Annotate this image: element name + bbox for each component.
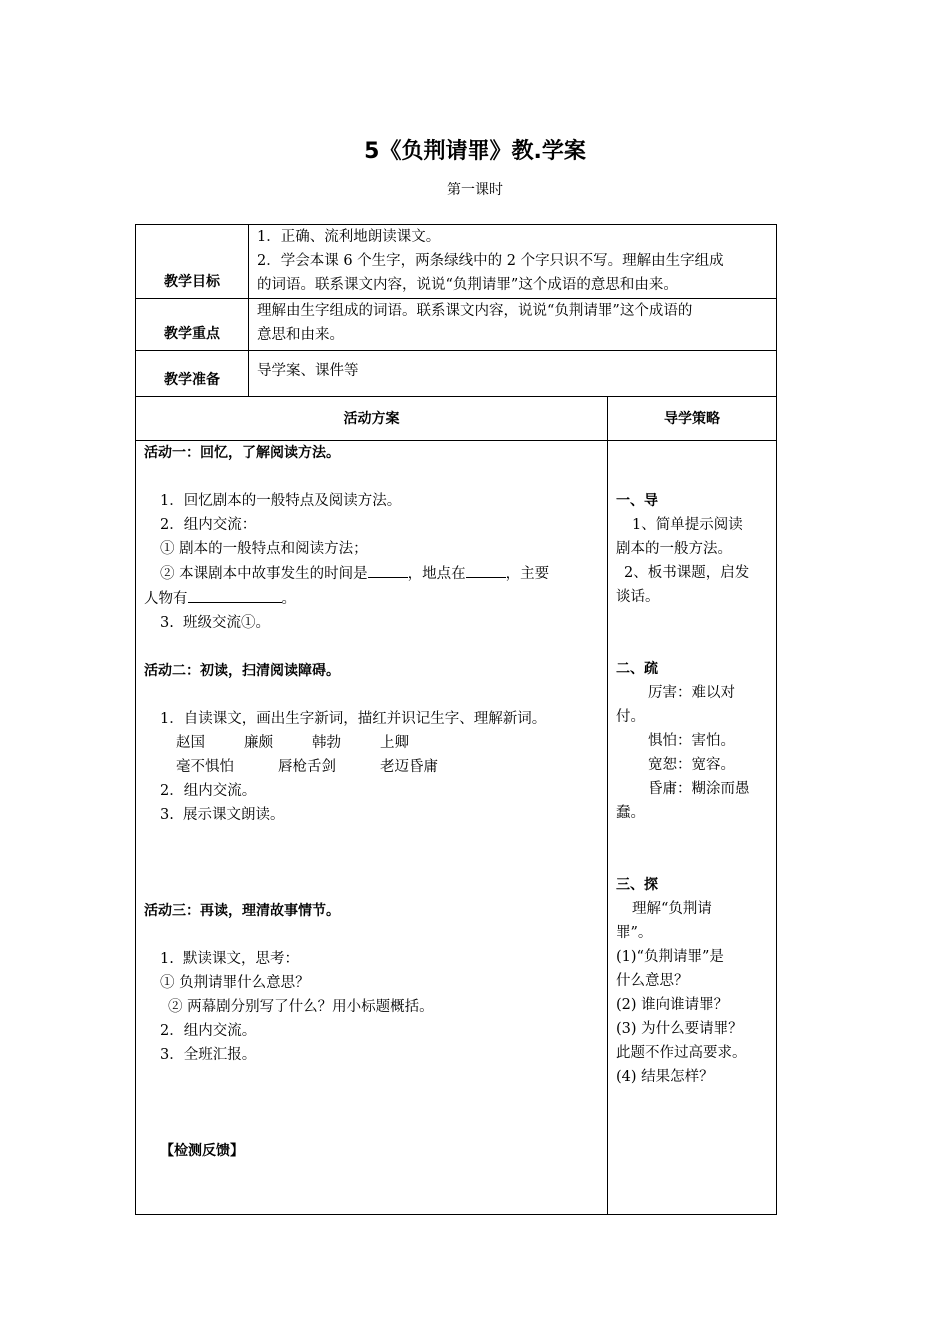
vocab-word: 毫不惧怕 [176,759,234,775]
strategy-line: (3) 为什么要请罪？ [616,1021,743,1037]
strategy-header: 导学策略 [608,397,777,441]
strategy-line: 厉害：难以对 [648,685,735,701]
strategy-line: 宽恕：宽容。 [648,757,735,773]
activity3-line: 3．全班汇报。 [160,1047,257,1063]
activity3-line: ① 负荆请罪什么意思？ [160,975,310,991]
strategy-section-title: 三、探 [616,877,658,893]
vocab-word: 老迈昏庸 [380,759,438,775]
goal-label: 教学目标 [136,225,249,299]
strategy-line: 惧怕：害怕。 [648,733,735,749]
activity1-line: 3. 班级交流①。 [160,615,271,631]
activity1-line: 1．回忆剧本的一般特点及阅读方法。 [160,493,402,509]
activity-row [136,441,777,1215]
focus-label: 教学重点 [136,299,249,351]
vocab-word: 上卿 [380,735,409,751]
goal-line: 的词语。联系课文内容，说说“负荆请罪”这个成语的意思和由来。 [257,277,678,293]
activity2-line: 3. 展示课文朗读。 [160,807,285,823]
header-row [136,397,777,441]
strategy-line: 此题不作过高要求。 [616,1045,747,1061]
plan-header: 活动方案 [136,397,608,441]
activity-plan-cell [136,441,608,1215]
blank-time [368,561,408,578]
goal-row [136,225,777,299]
lesson-table [135,224,777,1215]
focus-line: 理解由生字组成的词语。联系课文内容，说说“负荆请罪”这个成语的 [257,303,693,319]
strategy-section-title: 二、疏 [616,661,658,677]
vocab-word: 廉颇 [244,735,273,751]
prep-text: 导学案、课件等 [257,363,359,379]
goal-line: 2．学会本课 6 个生字，两条绿线中的 2 个字只识不写。理解由生字组成 [257,253,724,269]
strategy-line: 1、简单提示阅读 [632,517,743,533]
feedback-heading: 【检测反馈】 [160,1143,244,1159]
goal-content [249,225,777,299]
activity2-title: 活动二：初读，扫清阅读障碍。 [144,663,340,679]
vocab-row-2 [144,755,599,779]
strategy-line: 罪”。 [616,925,653,941]
strategy-line: (2) 谁向谁请罪？ [616,997,729,1013]
activity1-blank-line: 人物有 。 [144,586,599,611]
strategy-line: 付。 [616,709,645,725]
activity2-line: 1．自读课文，画出生字新词，描红并识记生字、理解新词。 [160,711,547,727]
prep-content [249,351,777,397]
activity3-line: ② 两幕剧分别写了什么？用小标题概括。 [168,999,434,1015]
vocab-word: 赵国 [176,735,205,751]
activity1-line: ① 剧本的一般特点和阅读方法； [160,541,368,557]
activity3-line: 1. 默读课文，思考： [160,951,300,967]
focus-content [249,299,777,351]
strategy-line: (4) 结果怎样？ [616,1069,714,1085]
strategy-line: 剧本的一般方法。 [616,541,732,557]
strategy-line: 什么意思？ [616,973,689,989]
focus-line: 意思和由来。 [257,327,344,343]
page-title: 5《负荆请罪》教.学案 [364,139,586,164]
prep-label: 教学准备 [136,351,249,397]
strategy-cell [608,441,777,1215]
blank-place [466,561,506,578]
activity3-line: 2．组内交流。 [160,1023,257,1039]
activity1-line: 2．组内交流： [160,517,257,533]
prep-row [136,351,777,397]
focus-row [136,299,777,351]
strategy-line: 蠢。 [616,805,645,821]
vocab-word: 韩勃 [312,735,341,751]
strategy-section-title: 一、导 [616,493,658,509]
blank-characters [188,586,282,603]
strategy-line: (1)“负荆请罪”是 [616,949,724,965]
page-subtitle: 第一课时 [447,182,503,198]
vocab-word: 唇枪舌剑 [278,759,336,775]
activity1-blank-line: ② 本课剧本中故事发生的时间是 ，地点在 ，主要 [144,561,599,586]
strategy-line: 谈话。 [616,589,660,605]
activity1-title: 活动一：回忆，了解阅读方法。 [144,445,340,461]
strategy-line: 理解“负荆请 [632,901,712,917]
strategy-line: 2、板书课题，启发 [624,565,750,581]
goal-line: 1．正确、流利地朗读课文。 [257,229,441,245]
strategy-line: 昏庸：糊涂而愚 [648,781,750,797]
activity2-line: 2．组内交流。 [160,783,257,799]
vocab-row-1 [144,731,599,755]
activity3-title: 活动三：再读，理清故事情节。 [144,903,340,919]
